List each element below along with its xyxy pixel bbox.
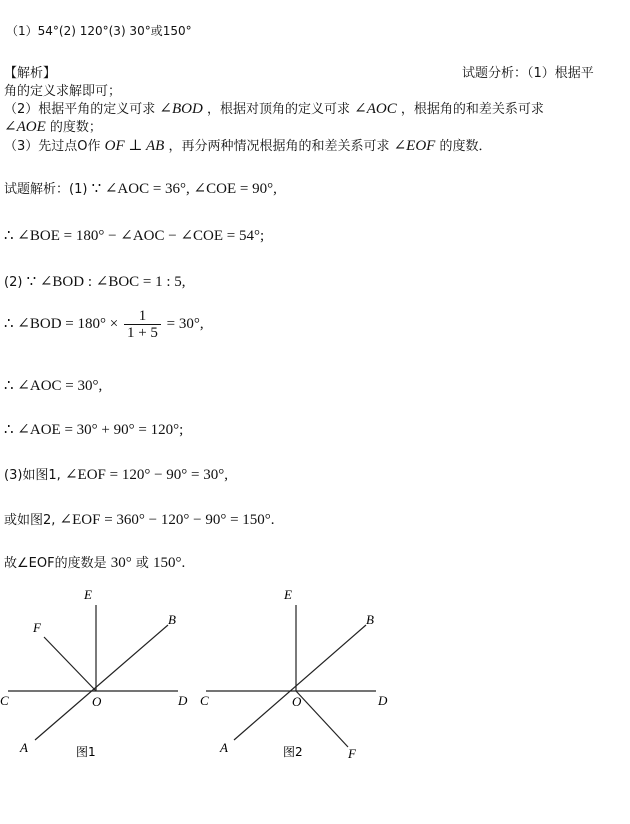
label-o: O [92,694,102,709]
solution-math: ∠EOF = 120° − 90° = 30°, [64,467,228,483]
label-a: A [220,740,228,755]
angle-eof: ∠EOF [393,138,436,154]
label-c: C [0,693,9,708]
solution-prefix: (3)如图1, [4,468,61,483]
conclusion-value-1: 30° [110,555,132,571]
label-e: E [84,587,92,602]
solution-label: 试题解析：(1) [4,182,88,197]
analysis-text: （2）根据平角的定义可求 [4,102,156,117]
analysis-text: 的度数； [49,120,102,135]
conclusion [4,552,185,572]
label-f: F [33,620,41,635]
line-ab [35,625,168,740]
label-c: C [200,693,209,708]
fraction [124,308,161,341]
label-b: B [366,612,374,627]
answer-line: （1）54°(2) 120°(3) 30°或150° [6,24,192,38]
solution-step-8 [4,509,275,529]
label-o: O [292,694,302,709]
analysis-text: ，根据角的和差关系可求 [400,102,544,117]
analysis-label: 试题分析：（1）根据平 [462,66,594,81]
analysis-text: （3）先过点O作 [4,139,101,154]
fraction-denominator: 1 + 5 [126,325,158,341]
conclusion-text: 或 [135,556,149,571]
fraction-numerator: 1 [124,308,161,325]
label-a: A [20,740,28,755]
label-b: B [168,612,176,627]
solution-step-4 [4,308,204,341]
solution-prefix: 或如图2, [4,513,56,528]
line-ab [234,625,366,740]
figure-1-caption: 图1 [76,745,96,759]
label-f: F [348,746,356,761]
figure-1 [0,585,200,775]
analysis-text: ，根据对顶角的定义可求 [206,102,350,117]
solution-math: ∴ ∠BOD = 180° × [4,315,119,332]
analysis-text: ，再分两种情况根据角的和差关系可求 [168,139,390,154]
angle-aoe: ∠AOE [4,119,46,135]
solution-step-2: ∴ ∠BOE = 180° − ∠AOC − ∠COE = 54°; [4,228,265,244]
analysis-text: 的度数． [439,139,492,154]
solution-math: ∵ ∠BOD : ∠BOC = 1 : 5, [26,274,186,290]
solution-math: = 30°, [166,315,204,332]
analysis-line-2: 角的定义求解即可； [4,84,122,99]
solution-prefix: (2) [4,275,23,290]
conclusion-text: 故∠EOF的度数是 [4,556,107,571]
solution-step-6: ∴ ∠AOE = 30° + 90° = 120°; [4,422,184,438]
analysis-line-4 [4,116,102,136]
solution-step-3 [4,272,186,291]
ray-of [44,637,96,691]
label-d: D [378,693,388,708]
analysis-line-3 [4,98,544,118]
figure-2-caption: 图2 [283,745,303,759]
figure-2 [198,585,398,775]
ray-of [296,691,348,747]
label-e: E [284,587,292,602]
solution-math: ∵ ∠AOC = 36°, ∠COE = 90°, [91,181,277,197]
solution-step-7 [4,464,228,484]
angle-aoc: ∠AOC [354,101,397,117]
solution-step-5: ∴ ∠AOC = 30°, [4,378,103,394]
angle-bod: ∠BOD [159,101,203,117]
analysis-heading: 【解析】 [4,66,57,81]
solution-step-1 [4,178,277,198]
conclusion-value-2: 150°. [153,555,186,571]
analysis-line-5 [4,135,492,155]
of-perp-ab: OF ⊥ AB [104,138,165,154]
label-d: D [178,693,188,708]
solution-math: ∠EOF = 360° − 120° − 90° = 150°. [59,512,275,528]
